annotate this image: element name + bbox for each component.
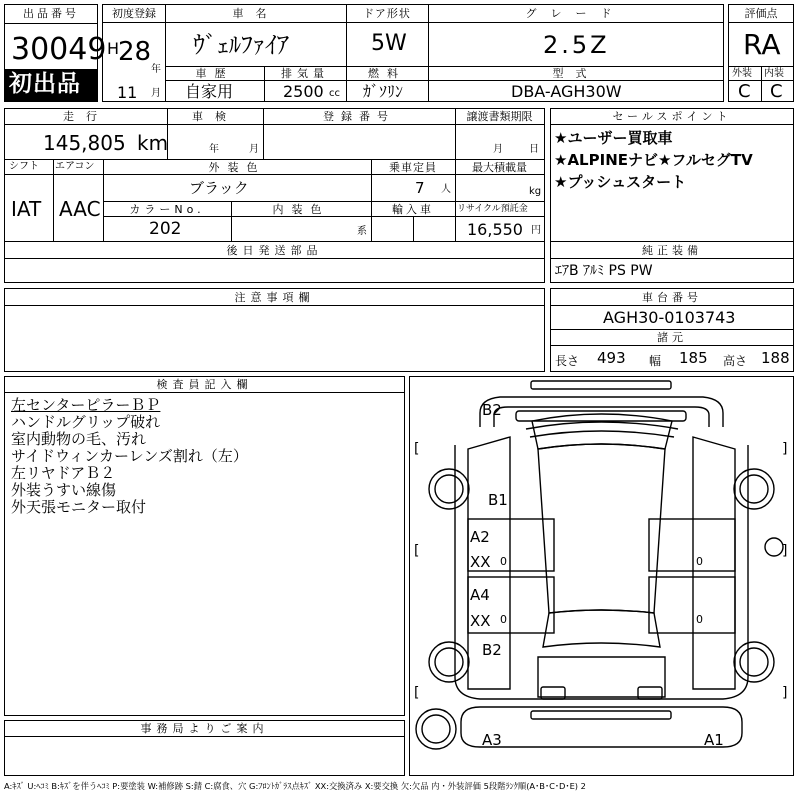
recycle-label: リサイクル預託金: [457, 204, 528, 214]
capacity-unit: 人: [441, 184, 451, 195]
genuine-equipment-label: 純正装備: [642, 244, 702, 257]
mileage-label: 走行: [63, 110, 109, 123]
sales-points-label: セールスポイント: [612, 110, 732, 123]
first-reg-label: 初度登録: [112, 7, 156, 20]
genuine-equipment-value: ｴｱB ｱﾙﾐ PS PW: [555, 263, 653, 279]
bracket-right-mid: ]: [782, 543, 788, 559]
model-code-label: 型式: [552, 67, 599, 80]
aircon-value: AAC: [59, 197, 101, 221]
inspection-month-unit: 月: [249, 144, 259, 155]
car-diagram-box: [409, 376, 794, 776]
interior-color-unit: 系: [357, 226, 367, 237]
bracket-left-rear: [: [414, 685, 420, 701]
bracket-left-mid: [: [414, 543, 420, 559]
later-parts-label: 後日発送部品: [226, 244, 323, 257]
recycle-unit: 円: [531, 225, 541, 236]
door-label: ドア形状: [363, 7, 411, 20]
width-value: 185: [679, 349, 708, 367]
mileage-unit: km: [137, 131, 169, 155]
lot-number: 30049: [11, 32, 107, 67]
damage-mark-xx-front-door: XX: [470, 553, 491, 571]
max-load-label: 最大積載量: [472, 161, 527, 174]
inspector-note: 外天張モニター取付: [11, 498, 147, 516]
score-box: [728, 4, 794, 102]
car-diagram: [410, 377, 793, 775]
grade-label: グレード: [525, 7, 626, 20]
sales-points-box: [550, 108, 794, 242]
length-label: 長さ: [555, 354, 580, 368]
car-name-value: ｳﾞｪﾙﾌｧｲｱ: [193, 31, 289, 59]
transfer-deadline-label: 譲渡書類期限: [466, 110, 533, 123]
displacement-value: 2500: [283, 82, 324, 101]
first-listing-label: 初出品: [9, 71, 81, 97]
length-value: 493: [597, 349, 626, 367]
color-no-value: 202: [149, 219, 182, 239]
exterior-color-label: 外装色: [208, 161, 266, 174]
door-zero-1: 0: [500, 555, 507, 568]
damage-mark-a2: A2: [470, 528, 490, 546]
damage-mark-b2-front: B2: [482, 401, 502, 419]
inspector-note: サイドウィンカーレンズ割れ（左）: [11, 447, 248, 465]
sales-point-1: ★ユーザー買取車: [554, 129, 673, 147]
exterior-grade-label: 外装: [732, 68, 752, 79]
damage-mark-b2-side: B2: [482, 641, 502, 659]
first-reg-year: 28: [118, 37, 152, 67]
car-name-label: 車名: [232, 7, 279, 20]
import-label: 輸入車: [392, 203, 434, 216]
inspector-label: 検査員記入欄: [156, 378, 253, 391]
transfer-month-unit: 月: [493, 144, 503, 155]
displacement-unit: cc: [329, 88, 340, 99]
fuel-label: 燃料: [368, 67, 406, 80]
sales-point-2: ★ALPINEナビ★フルセグTV: [554, 151, 753, 169]
chassis-box: [550, 288, 794, 372]
damage-mark-a4: A4: [470, 586, 490, 604]
damage-mark-a1: A1: [704, 731, 724, 749]
first-reg-year-unit: 年: [151, 64, 161, 75]
history-label: 車歴: [195, 67, 234, 80]
first-listing-badge: [5, 69, 97, 101]
bracket-right-rear: ]: [782, 685, 788, 701]
shift-value: IAT: [11, 197, 42, 221]
exterior-grade-value: C: [738, 81, 751, 102]
damage-mark-xx-rear-door: XX: [470, 612, 491, 630]
capacity-value: 7: [415, 179, 425, 197]
office-label: 事務局よりご案内: [140, 722, 269, 735]
inspection-label: 車検: [192, 110, 238, 123]
header-block: [102, 4, 724, 102]
caution-label: 注意事項欄: [234, 291, 315, 304]
max-load-unit: kg: [529, 186, 542, 197]
interior-grade-label: 内装: [764, 68, 784, 79]
aircon-label: エアコン: [55, 161, 95, 172]
interior-grade-value: C: [770, 81, 783, 102]
shift-label: シフト: [9, 161, 39, 172]
legend-text: A:ｷｽﾞ U:ﾍｺﾐ B:ｷｽﾞを伴うﾍｺﾐ P:要塗装 W:補修跡 S:錆 C:腐食、穴 G:ﾌﾛﾝﾄｶﾞﾗｽ点ｷｽﾞ XX:交換済み X:要交換 欠:欠品 内・外装評価 5段階ﾗﾝｸ順(A･B･C･D･E) 2: [4, 781, 586, 791]
height-value: 188: [761, 349, 790, 367]
grade-value: 2.5Z: [543, 31, 610, 59]
color-no-label: カラーNo.: [129, 203, 205, 216]
damage-mark-a3: A3: [482, 731, 502, 749]
sales-point-3: ★プッシュスタート: [554, 173, 687, 191]
door-zero-2: 0: [500, 613, 507, 626]
mileage-value: 145,805: [43, 131, 126, 155]
door-zero-3: 0: [696, 555, 703, 568]
recycle-value: 16,550: [467, 220, 523, 239]
inspector-note: 左リヤドアＢ２: [11, 464, 116, 482]
bracket-right-front: ]: [782, 441, 788, 457]
fuel-value: ｶﾞｿﾘﾝ: [363, 82, 404, 101]
displacement-label: 排気量: [281, 67, 329, 80]
history-value: 自家用: [185, 82, 234, 101]
inspector-note: ハンドルグリップ破れ: [11, 413, 161, 431]
inspection-year-unit: 年: [209, 144, 219, 155]
bracket-left-front: [: [414, 441, 420, 457]
reg-number-label: 登録番号: [323, 110, 395, 123]
specs-label: 諸元: [657, 331, 687, 344]
inspector-notes: [11, 397, 248, 516]
inspector-note: 左センターピラーＢＰ: [11, 396, 161, 414]
damage-mark-b1: B1: [488, 491, 508, 509]
width-label: 幅: [649, 354, 662, 368]
later-parts-box: [4, 241, 545, 283]
exterior-color-value: ブラック: [189, 179, 249, 197]
lot-label: 出品番号: [23, 7, 79, 20]
first-reg-month: 11: [117, 83, 138, 102]
inspector-box: [4, 376, 405, 716]
genuine-equipment-box: [550, 241, 794, 283]
chassis-label: 車台番号: [642, 291, 702, 304]
first-reg-era: H: [107, 39, 120, 58]
capacity-label: 乗車定員: [389, 161, 437, 174]
lot-box: [4, 4, 107, 102]
first-reg-month-unit: 月: [151, 88, 161, 99]
interior-color-label: 内装色: [272, 203, 330, 216]
score-value: RA: [743, 28, 781, 61]
office-box: [4, 720, 405, 776]
transfer-day-unit: 日: [529, 144, 539, 155]
score-label: 評価点: [744, 7, 778, 20]
inspector-note: 外装うすい線傷: [11, 481, 117, 499]
caution-box: [4, 288, 545, 372]
inspector-note: 室内動物の毛、汚れ: [11, 430, 147, 448]
chassis-value: AGH30-0103743: [603, 308, 736, 327]
model-code-value: DBA-AGH30W: [511, 82, 622, 101]
details-block: [4, 108, 545, 242]
door-zero-4: 0: [696, 613, 703, 626]
door-value: 5W: [371, 31, 407, 56]
height-label: 高さ: [723, 354, 748, 368]
